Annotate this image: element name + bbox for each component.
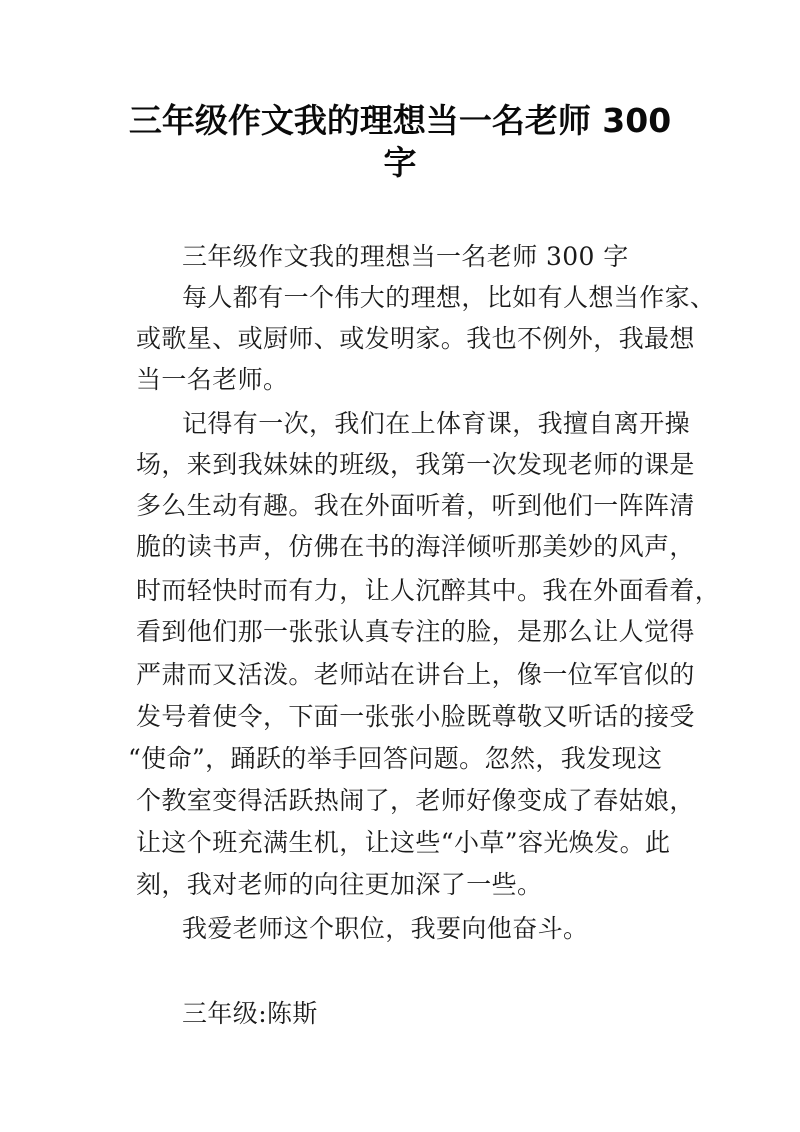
paragraph-1-line-2: 或歌星、或厨师、或发明家。我也不例外，我最想 [136,324,695,353]
subtitle-line: 三年级作文我的理想当一名老师 300 字 [182,242,629,271]
document-title-line-1: 三年级作文我的理想当一名老师 300 [128,101,672,140]
paragraph-1-line-3: 当一名老师。 [136,365,289,394]
paragraph-2-line-9: “使命”，踊跃的举手回答问题。忽然，我发现这 [128,744,663,773]
author-signature: 三年级:陈斯 [182,999,318,1028]
paragraph-2-line-5: 时而轻快时而有力，让人沉醉其中。我在外面看着， [136,576,721,605]
paragraph-3-line-1: 我爱老师这个职位，我要向他奋斗。 [182,914,589,943]
paragraph-1-line-1: 每人都有一个伟大的理想，比如有人想当作家、 [182,283,716,312]
paragraph-2-line-12: 刻，我对老师的向往更加深了一些。 [136,870,543,899]
paragraph-2-line-11: 让这个班充满生机，让这些“小草”容光焕发。此 [136,828,671,857]
paragraph-2-line-6: 看到他们那一张张认真专注的脸，是那么让人觉得 [136,617,695,646]
paragraph-2-line-1: 记得有一次，我们在上体育课，我擅自离开操 [182,409,691,438]
paragraph-2-line-8: 发号着使令，下面一张张小脸既尊敬又听话的接受 [136,702,695,731]
paragraph-2-line-7: 严肃而又活泼。老师站在讲台上，像一位军官似的 [136,660,695,689]
paragraph-2-line-3: 多么生动有趣。我在外面听着，听到他们一阵阵清 [136,491,695,520]
paragraph-2-line-2: 场，来到我妹妹的班级，我第一次发现老师的课是 [136,450,695,479]
paragraph-2-line-4: 脆的读书声，仿佛在书的海洋倾听那美妙的风声， [136,532,695,561]
paragraph-2-line-10: 个教室变得活跃热闹了，老师好像变成了春姑娘， [136,786,695,815]
document-title-line-2: 字 [383,143,417,182]
